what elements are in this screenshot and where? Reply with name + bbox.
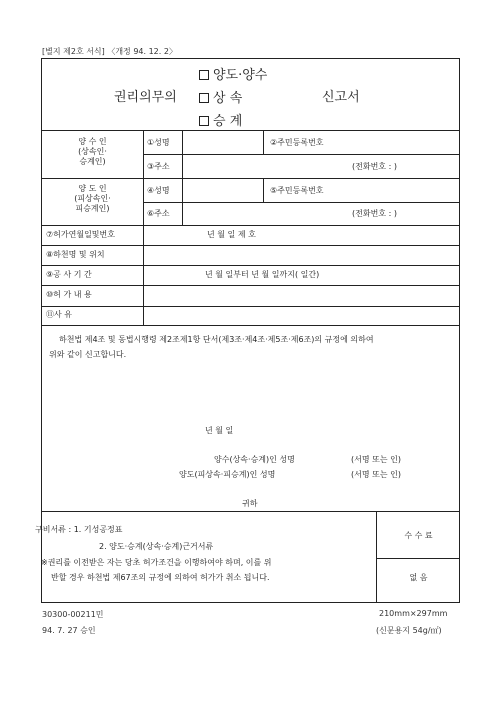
checkbox-transfer[interactable] (199, 70, 209, 80)
assignee-phone-label: (전화번호 : ) (352, 162, 397, 171)
attachments-item2: 2. 양도·승계(상속·승계)근거서류 (99, 542, 214, 551)
river-label: ⑧하천명 및 위치 (46, 250, 105, 259)
title-option-succession: 승 계 (199, 116, 242, 127)
footer-code: 30300-00211민 (42, 610, 104, 619)
assignee-label: 양 수 인 (상속인· 승계인) (78, 137, 107, 166)
checkbox-succession[interactable] (199, 116, 209, 126)
content-label: ⑩허 가 내 용 (46, 290, 92, 299)
assignee-id-label: ②주민등록번호 (270, 138, 324, 147)
addressee: 귀하 (242, 499, 258, 508)
assignor-label: 양 도 인 (피상속인· 피승계인) (74, 184, 111, 213)
footer-size: 210mm×297mm (379, 609, 448, 618)
statement-line2: 위와 같이 신고합니다. (49, 350, 127, 359)
assignee-signature: 양수(상속·승계)인 성명 (214, 455, 295, 464)
assignee-address-label: ③주소 (147, 162, 170, 171)
assignor-id-label: ⑤주민등록번호 (270, 186, 324, 195)
assignor-signature: 양도(피상속·피승계)인 성명 (179, 470, 276, 479)
title-right: 신고서 (322, 90, 360, 105)
period-label: ⑨공 사 기 간 (46, 270, 92, 279)
sign-date: 년 월 일 (205, 426, 234, 435)
title-left: 권리의무의 (114, 90, 177, 105)
attachments-note2: 반할 경우 하천법 제67조의 규정에 의하여 허가가 취소 됩니다. (51, 573, 270, 582)
report-form (35, 58, 460, 603)
attachments-title: 구비서류 : 1. 기성공정표 (35, 525, 123, 534)
assignor-address-label: ⑥주소 (147, 209, 170, 218)
reason-label: ⑪사 유 (46, 310, 72, 319)
assignee-sign-mark: (서명 또는 인) (351, 455, 401, 464)
attachments-note1: ※권리를 이전받은 자는 당초 허가조건을 이행하여야 하며, 이를 위 (41, 558, 272, 567)
footer-approved: 94. 7. 27 승인 (42, 626, 96, 635)
statement-line1: 하천법 제4조 및 동법시행령 제2조제1항 단서(제3조·제4조·제5조·제6조)의 규정에 의하여 (59, 335, 374, 344)
permit-date-value: 년 월 일 제 호 (207, 230, 256, 239)
assignor-name-label: ④성명 (147, 186, 170, 195)
checkbox-inheritance[interactable] (199, 93, 209, 103)
fee-value: 없 음 (409, 573, 428, 582)
permit-date-label: ⑦허가연월일및번호 (46, 230, 115, 239)
period-value: 년 월 일부터 년 월 일까지( 일간) (205, 270, 320, 279)
assignor-phone-label: (전화번호 : ) (352, 209, 397, 218)
title-option-transfer: 양도·양수 (199, 70, 267, 81)
assignee-name-label: ①성명 (147, 138, 170, 147)
form-number: [별지 제2호 서식] 〈개정 94. 12. 2〉 (42, 47, 177, 56)
title-option-inheritance: 상 속 (199, 93, 242, 104)
assignor-sign-mark: (서명 또는 인) (351, 470, 401, 479)
fee-label: 수 수 료 (404, 531, 433, 540)
footer-paper: (신문용지 54g/㎡) (376, 626, 442, 635)
